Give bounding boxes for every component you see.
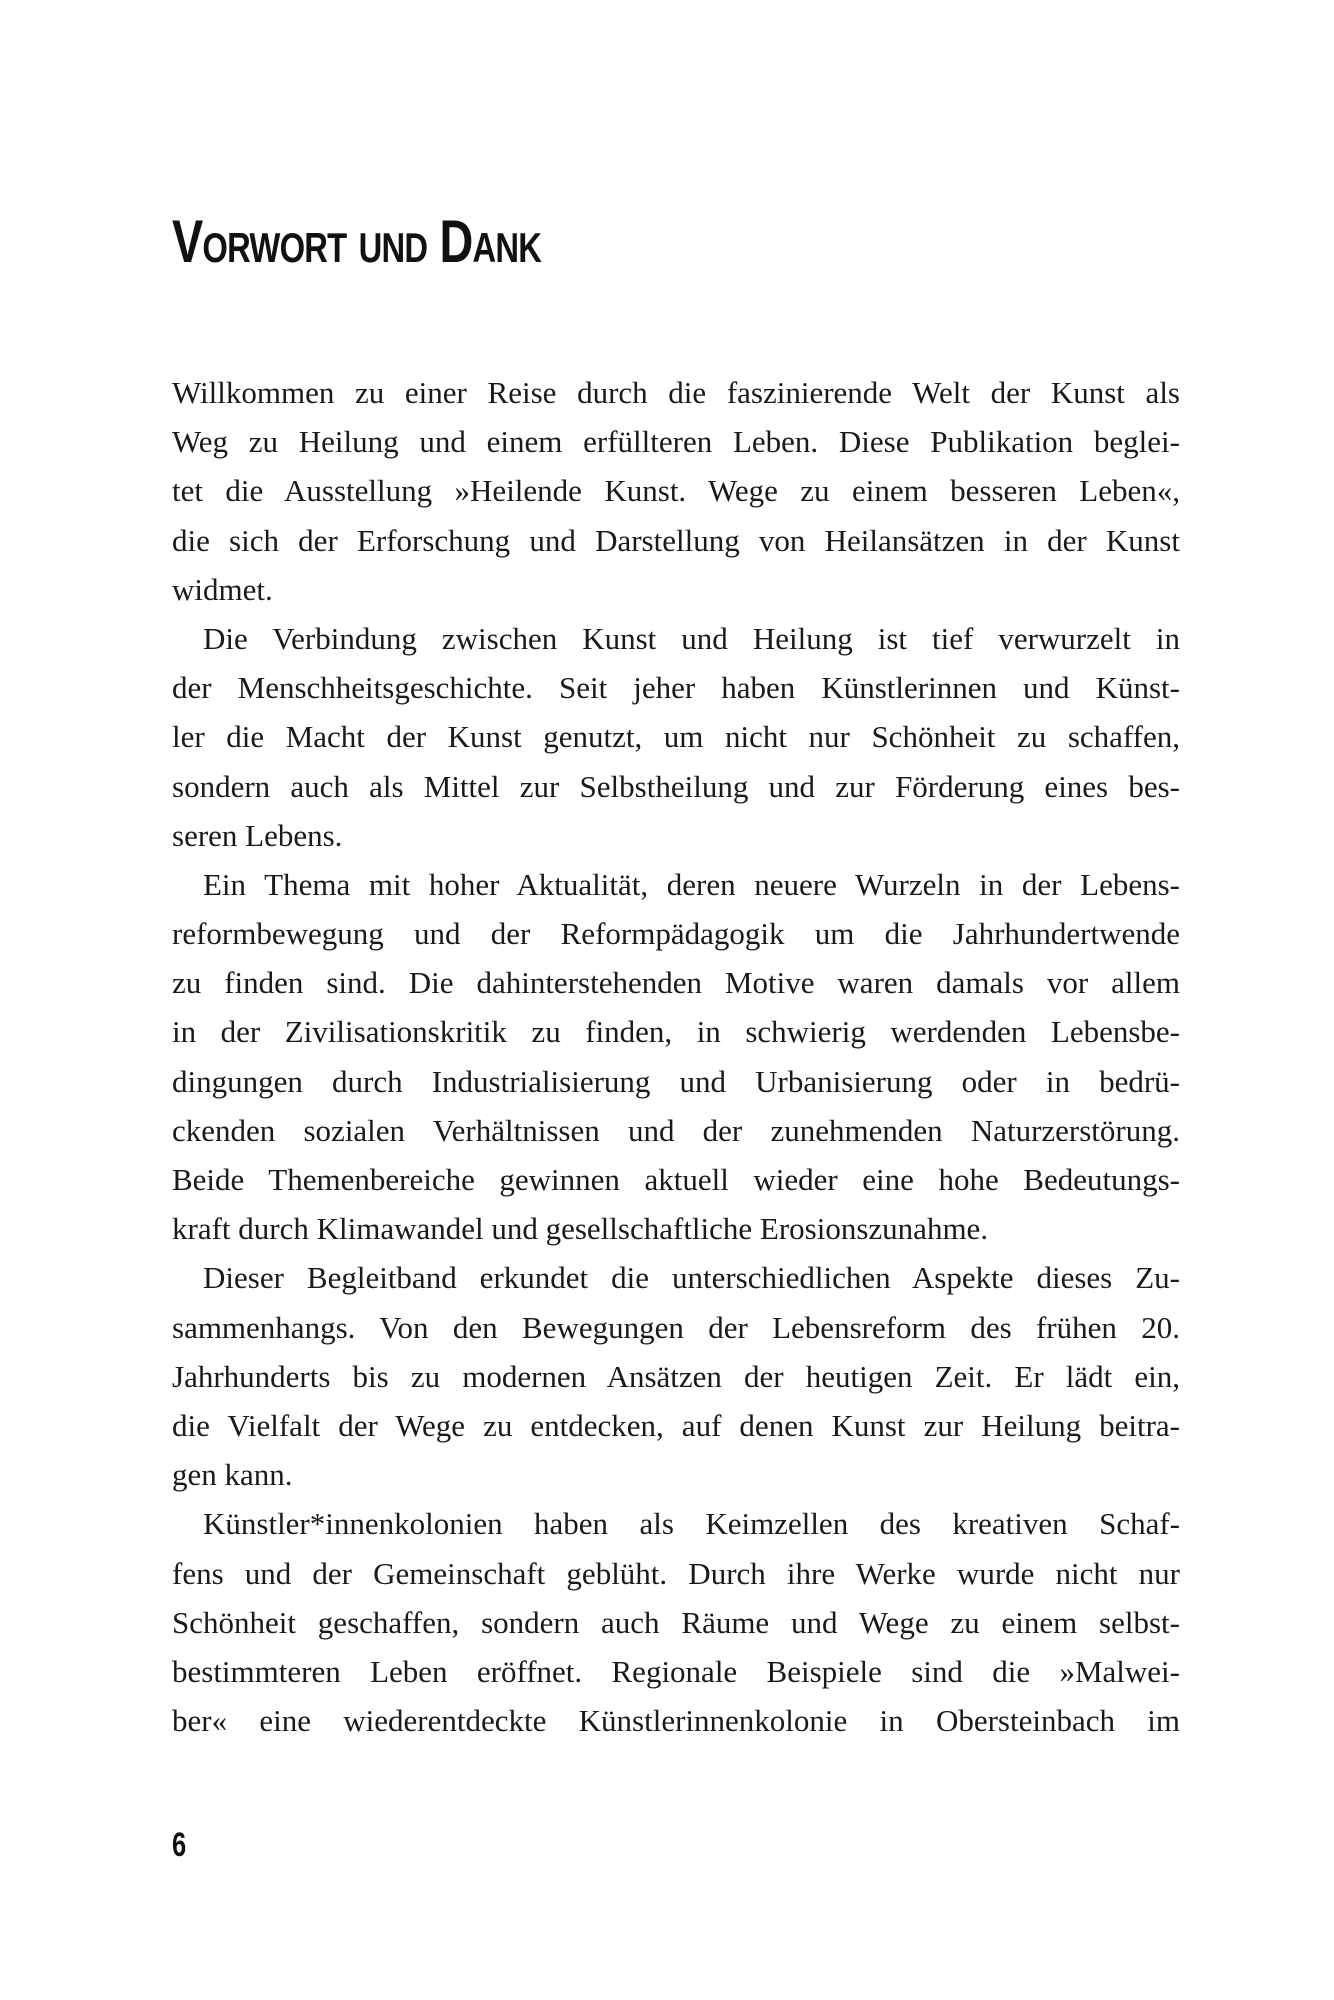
text-line: bestimmteren Leben eröffnet. Regionale Beispiele sind die »Malwei-	[172, 1653, 1180, 1689]
text-line: Willkommen zu einer Reise durch die faszinierende Welt der Kunst als	[172, 375, 1180, 410]
text-line: Die Verbindung zwischen Kunst und Heilung ist tief verwurzelt in	[203, 620, 1180, 656]
text-line: Ein Thema mit hoher Aktualität, deren neuere Wurzeln in der Lebens-	[203, 866, 1180, 902]
text-line: die sich der Erforschung und Darstellung von Heilansätzen in der Kunst	[172, 522, 1180, 558]
body-text	[172, 368, 1180, 1745]
text-line: sammenhangs. Von den Bewegungen der Lebensreform des frühen 20.	[172, 1309, 1180, 1345]
text-line: ber« eine wiederentdeckte Künstlerinnenkolonie in Obersteinbach im	[172, 1703, 1180, 1739]
text-line: Weg zu Heilung und einem erfüllteren Leben. Diese Publikation beglei-	[172, 424, 1180, 460]
text-line: in der Zivilisationskritik zu finden, in schwierig werdenden Lebensbe-	[172, 1014, 1180, 1050]
text-line: Schönheit geschaffen, sondern auch Räume und Wege zu einem selbst-	[172, 1604, 1180, 1640]
text-line: der Menschheitsgeschichte. Seit jeher haben Künstlerinnen und Künst-	[172, 670, 1180, 706]
chapter-heading: Vorwort und Dank	[172, 208, 542, 275]
text-line: Künstler*innenkolonien haben als Keimzellen des kreativen Schaf-	[203, 1506, 1180, 1542]
text-line: Jahrhunderts bis zu modernen Ansätzen der heutigen Zeit. Er lädt ein,	[172, 1358, 1180, 1394]
text-line: zu finden sind. Die dahinterstehenden Motive waren damals vor allem	[172, 965, 1180, 1001]
text-line: Beide Themenbereiche gewinnen aktuell wieder eine hohe Bedeutungs-	[172, 1162, 1180, 1197]
page-number: 6	[172, 1826, 187, 1864]
text-line: widmet.	[172, 571, 273, 607]
text-line: dingungen durch Industrialisierung und Urbanisierung oder in bedrü-	[172, 1063, 1180, 1099]
text-line: die Vielfalt der Wege zu entdecken, auf denen Kunst zur Heilung beitra-	[172, 1407, 1180, 1443]
text-line: seren Lebens.	[172, 817, 343, 853]
text-line: Dieser Begleitband erkundet die unterschiedlichen Aspekte dieses Zu-	[203, 1260, 1180, 1296]
text-line: tet die Ausstellung »Heilende Kunst. Wege zu einem besseren Leben«,	[172, 473, 1180, 509]
text-line: sondern auch als Mittel zur Selbstheilung und zur Förderung eines bes-	[172, 768, 1180, 804]
text-line: gen kann.	[172, 1457, 293, 1493]
text-line: ckenden sozialen Verhältnissen und der zunehmenden Naturzerstörung.	[172, 1112, 1180, 1148]
text-line: ler die Macht der Kunst genutzt, um nicht nur Schönheit zu schaffen,	[172, 719, 1180, 755]
text-line: kraft durch Klimawandel und gesellschaftliche Erosionszunahme.	[172, 1211, 989, 1247]
text-line: fens und der Gemeinschaft geblüht. Durch ihre Werke wurde nicht nur	[172, 1555, 1180, 1591]
text-line: reformbewegung und der Reformpädagogik um die Jahrhundertwende	[172, 916, 1180, 952]
